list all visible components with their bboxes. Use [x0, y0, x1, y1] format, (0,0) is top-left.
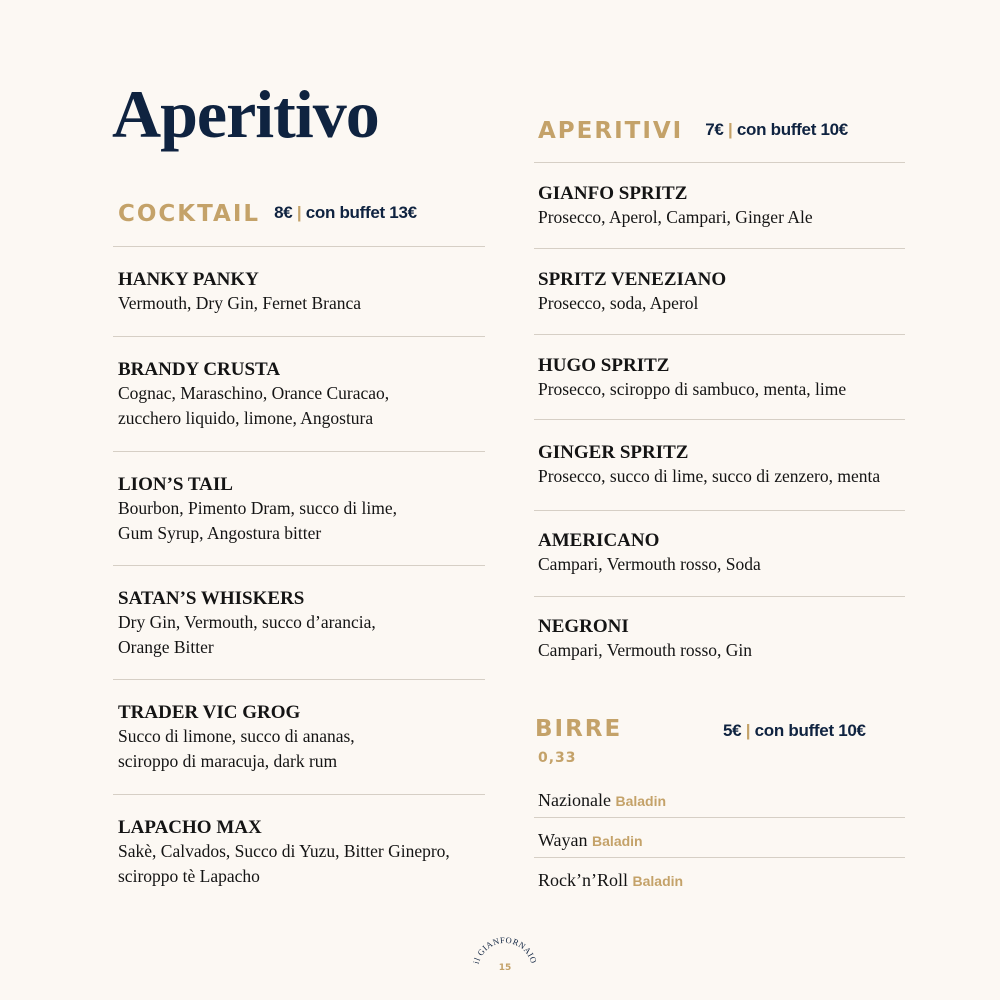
brand-logo-arc: [470, 934, 540, 980]
list-item: [113, 337, 485, 451]
list-item: [113, 247, 485, 336]
item-name: HUGO SPRITZ: [538, 355, 670, 376]
cocktail-section-title: COCKTAIL: [118, 201, 261, 227]
item-description: Succo di limone, succo di ananas,: [118, 726, 355, 746]
item-name: LAPACHO MAX: [118, 817, 262, 838]
item-description: Gum Syrup, Angostura bitter: [118, 523, 322, 543]
brand-logo: [470, 934, 540, 980]
aperitivi-list: [534, 162, 905, 663]
item-description: Bourbon, Pimento Dram, succo di lime,: [118, 498, 397, 518]
item-description: Prosecco, succo di lime, succo di zenzero, menta: [538, 466, 881, 486]
list-item: [534, 511, 905, 596]
item-description: Prosecco, soda, Aperol: [538, 293, 699, 313]
birre-buffet-price: con buffet 10€: [754, 721, 866, 740]
aperitivi-price-separator: |: [728, 120, 733, 139]
list-item: [534, 597, 905, 663]
item-name: BRANDY CRUSTA: [118, 359, 281, 380]
birre-price: [723, 721, 866, 741]
beer-name: Rock’n’Roll: [538, 870, 628, 890]
aperitivi-buffet-price: con buffet 10€: [736, 120, 848, 139]
aperitivi-section-title: APERITIVI: [538, 118, 684, 144]
item-description: Cognac, Maraschino, Orance Curacao,: [118, 383, 390, 403]
cocktail-price: [274, 203, 417, 222]
aperitivi-price: [705, 120, 848, 139]
item-name: SPRITZ VENEZIANO: [538, 269, 727, 290]
item-name: SATAN’S WHISKERS: [118, 588, 305, 609]
aperitivi-section-header: [538, 118, 848, 144]
item-description: zucchero liquido, limone, Angostura: [118, 408, 374, 428]
beer-name: Wayan: [538, 830, 588, 850]
item-description: Dry Gin, Vermouth, succo d’arancia,: [118, 612, 376, 632]
cocktail-buffet-price: con buffet 13€: [305, 203, 417, 222]
item-description: Prosecco, sciroppo di sambuco, menta, lime: [538, 379, 847, 399]
list-item: [113, 680, 485, 794]
item-name: LION’S TAIL: [118, 474, 233, 495]
cocktail-section-header: [118, 201, 417, 227]
item-description: Prosecco, Aperol, Campari, Ginger Ale: [538, 207, 813, 227]
birre-section-title: BIRRE: [535, 716, 623, 742]
birre-price-separator: |: [745, 721, 751, 740]
birre-price-value: 5€: [723, 721, 742, 740]
item-description: Orange Bitter: [118, 637, 214, 657]
list-item: [113, 452, 485, 565]
list-item: [113, 795, 485, 889]
item-name: GIANFO SPRITZ: [538, 183, 688, 204]
item-description: sciroppo tè Lapacho: [118, 866, 260, 886]
birre-size: 0,33: [538, 750, 577, 766]
item-description: Campari, Vermouth rosso, Gin: [538, 640, 753, 660]
beer-name: Nazionale: [538, 790, 611, 810]
list-item: [534, 420, 905, 510]
beer-brand: Baladin: [632, 873, 684, 889]
beer-brand: Baladin: [592, 833, 643, 849]
aperitivi-price-value: 7€: [705, 120, 724, 139]
list-item: [534, 335, 905, 419]
birre-list: [534, 788, 905, 891]
list-item: [534, 858, 905, 891]
item-name: NEGRONI: [538, 616, 629, 637]
list-item: [534, 788, 905, 817]
item-description: Vermouth, Dry Gin, Fernet Branca: [118, 293, 361, 313]
list-item: [534, 818, 905, 857]
list-item: [534, 163, 905, 248]
list-item: [113, 566, 485, 679]
cocktail-price-separator: |: [296, 203, 302, 222]
cocktail-list: [113, 246, 485, 889]
list-item: [534, 249, 905, 334]
item-description: Sakè, Calvados, Succo di Yuzu, Bitter Ginepro,: [118, 841, 450, 861]
page-title: Aperitivo: [112, 76, 379, 152]
cocktail-price-value: 8€: [274, 203, 293, 222]
item-name: AMERICANO: [538, 530, 660, 551]
item-description: sciroppo di maracuja, dark rum: [118, 751, 338, 771]
beer-brand: Baladin: [615, 793, 667, 809]
item-name: GINGER SPRITZ: [538, 442, 689, 463]
page-number: 15: [498, 963, 512, 973]
item-description: Campari, Vermouth rosso, Soda: [538, 554, 761, 574]
birre-section-header: [535, 716, 622, 742]
brand-logo-text: il GIANFORNAIO: [470, 934, 540, 965]
item-name: HANKY PANKY: [118, 269, 259, 290]
svg-text:il GIANFORNAIO: [471, 935, 539, 965]
item-name: TRADER VIC GROG: [118, 702, 301, 723]
